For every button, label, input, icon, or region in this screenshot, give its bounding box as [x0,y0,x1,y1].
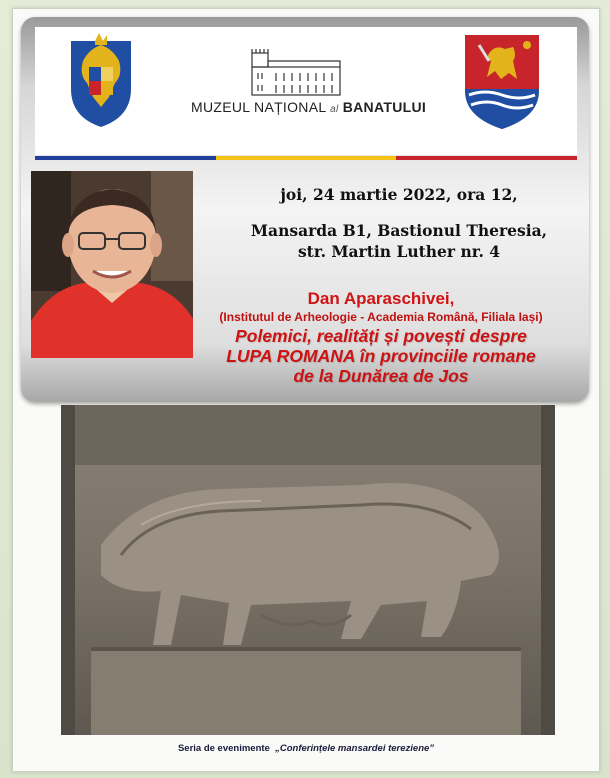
event-venue: Mansarda B1, Bastionul Theresia, [250,221,548,240]
event-details [209,171,589,262]
museum-logo [191,47,427,127]
speaker-photo [31,171,193,358]
event-date: joi, 24 martie 2022, ora 12, [280,185,518,204]
speaker-block [181,289,581,386]
event-address: str. Martin Luther nr. 4 [297,242,501,261]
museum-building-icon [248,47,344,97]
romania-coat-of-arms-icon [65,31,137,129]
series-footer: Seria de evenimente „Conferințele mansardei tereziene” [177,743,435,754]
speaker-institution: (Institutul de Arheologie - Academia Română, Filiala Iași) [219,310,543,324]
lecture-title: Polemici, realități și povești despre LUPA ROMANA în provinciile romane de la Dunărea de Jos [226,326,536,386]
museum-name: MUZEUL NAȚIONAL al BANATULUI [191,99,427,115]
timis-coat-of-arms-icon [461,31,543,131]
tricolor-bar [35,156,577,160]
poster [12,8,600,772]
she-wolf-relief-image [61,405,555,735]
speaker-name: Dan Aparaschivei, [307,289,455,308]
header-card [21,17,589,402]
